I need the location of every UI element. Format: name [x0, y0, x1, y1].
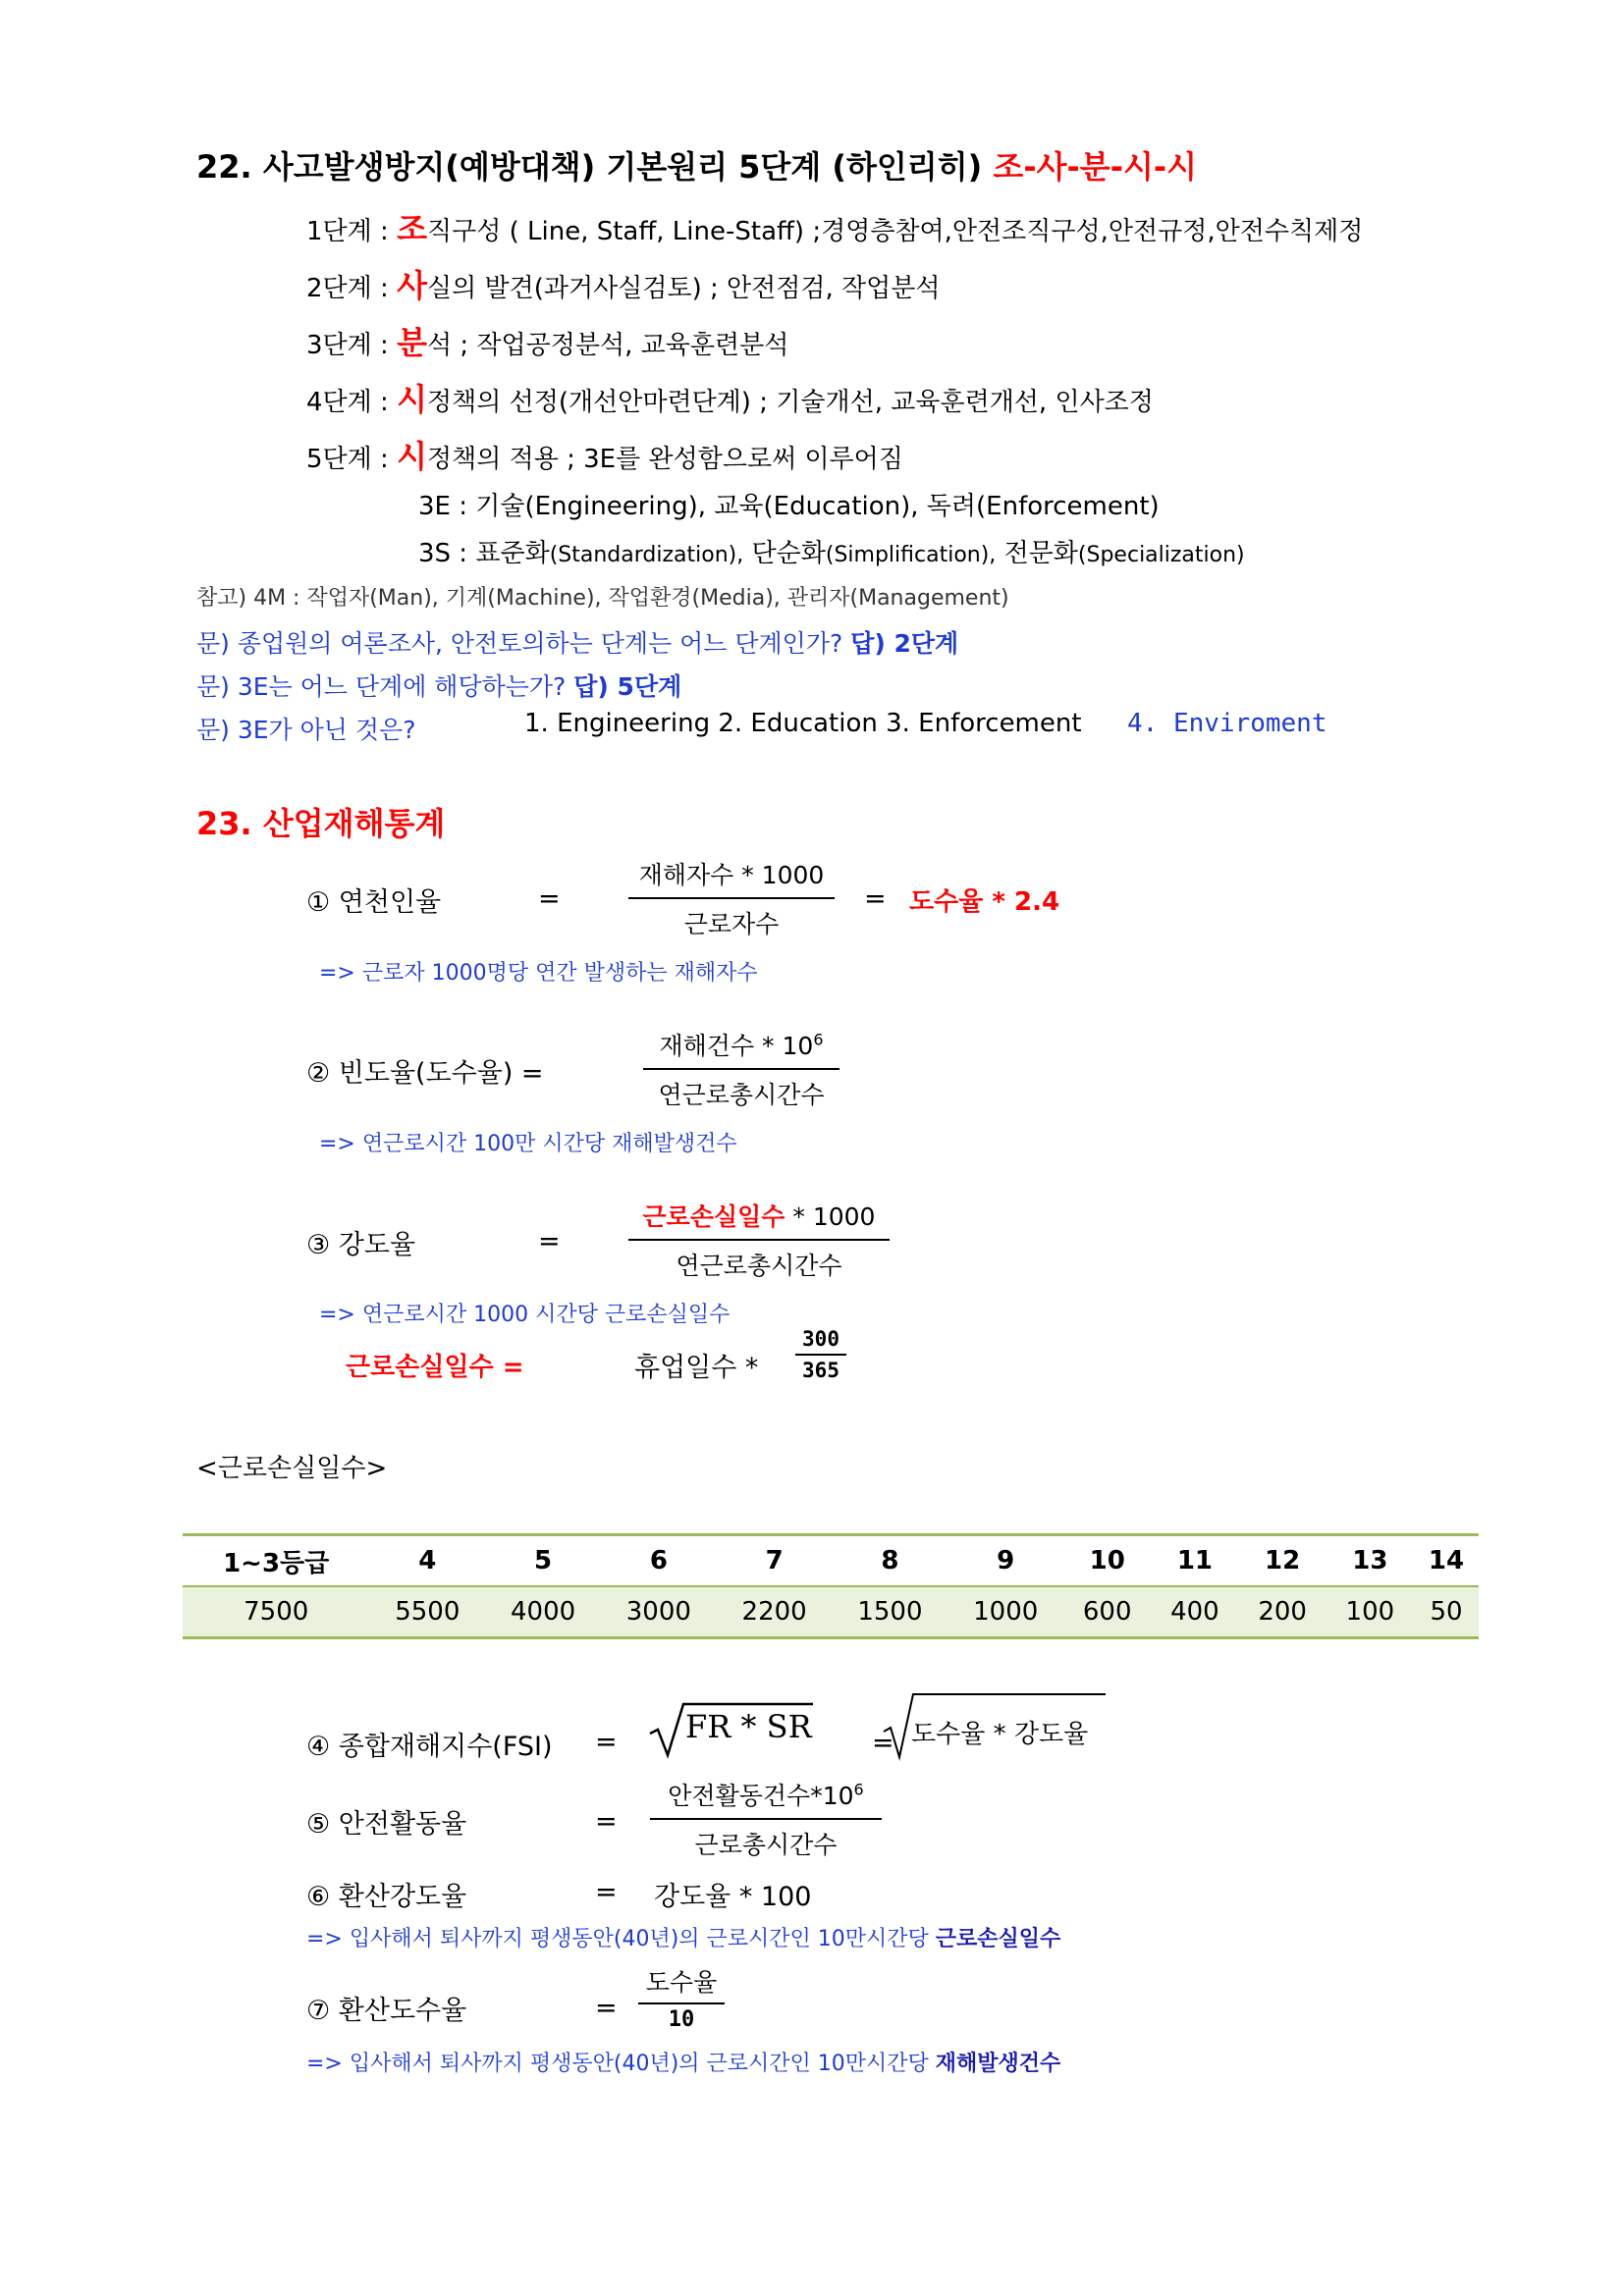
step-3 [306, 318, 788, 363]
f2-numerator [643, 1027, 839, 1068]
f5-fraction [650, 1777, 882, 1861]
f6-label: ⑥ 환산강도율 [306, 1882, 467, 1912]
f2-denominator: 연근로총시간수 [658, 1081, 825, 1109]
step-text: 정책의 적용 ; 3E를 완성함으로써 이루어짐 [427, 445, 903, 474]
question-text: 문) 3E가 아닌 것은? [196, 716, 416, 744]
question-text: 문) 3E는 어느 단계에 해당하는가? [196, 672, 574, 701]
table-header: 1~3등급 [183, 1535, 369, 1587]
f6-eq: = [595, 1877, 618, 1907]
table-header: 14 [1414, 1535, 1479, 1587]
step-label: 4단계 : [306, 388, 398, 417]
step-key: 조 [397, 210, 427, 247]
table-header-row [183, 1535, 1479, 1587]
step-key: 시 [397, 438, 427, 475]
answer-text: 답) 5단계 [573, 672, 682, 701]
section-22-title [196, 142, 1197, 187]
three-s-b-en: (Simplification), [825, 543, 997, 567]
f3-numerator [628, 1198, 890, 1239]
f3-sub-numerator: 300 [802, 1327, 839, 1351]
table-cell: 1500 [833, 1586, 948, 1638]
f3-sub-text: 휴업일수 * [634, 1353, 759, 1383]
step-1 [306, 204, 1363, 249]
f3-numerator-red: 근로손실일수 [642, 1202, 785, 1231]
three-s-prefix: 3S : [418, 539, 476, 568]
three-s-a: 표준화 [475, 539, 550, 568]
step-text: 정책의 선정(개선안마련단계) ; 기술개선, 교육훈련개선, 인사조정 [427, 388, 1154, 417]
f2-numerator-sup: 6 [813, 1030, 824, 1049]
table-header: 4 [369, 1535, 485, 1587]
f5-label: ⑤ 안전활동율 [306, 1809, 467, 1840]
step-label: 3단계 : [306, 331, 398, 360]
f5-numerator-sup: 6 [853, 1780, 864, 1799]
f4-label: ④ 종합재해지수(FSI) [306, 1732, 553, 1762]
three-s-c: 전문화 [1003, 539, 1078, 568]
step-key: 시 [397, 381, 427, 418]
f3-sub-label: 근로손실일수 = [346, 1353, 524, 1382]
f1-note: => 근로자 1000명당 연간 발생하는 재해자수 [319, 961, 758, 986]
table-cell: 50 [1414, 1586, 1479, 1638]
table-cell: 1000 [947, 1586, 1063, 1638]
f7-note [306, 2047, 1060, 2077]
f3-note: => 연근로시간 1000 시간당 근로손실일수 [319, 1303, 731, 1327]
three-s-b: 단순화 [751, 539, 826, 568]
f1-label: ① 연천인율 [306, 887, 442, 918]
f7-note-bold: 재해발생건수 [935, 2052, 1061, 2076]
f1-result: 도수율 * 2.4 [909, 887, 1060, 917]
step-key: 사 [397, 267, 427, 304]
f3-label: ③ 강도율 [306, 1230, 416, 1260]
step-text: 실의 발견(과거사실검토) ; 안전점검, 작업분석 [427, 274, 941, 303]
f3-sub-fraction [795, 1327, 846, 1382]
f2-label: ② 빈도율(도수율) = [306, 1058, 544, 1089]
question-3-answer: 4. Enviroment [1127, 709, 1327, 738]
section-22-mnemonic: 조-사-분-시-시 [993, 148, 1198, 186]
step-text: 석 ; 작업공정분석, 교육훈련분석 [427, 331, 789, 360]
f6-rhs: 강도율 * 100 [654, 1882, 812, 1912]
answer-text: 답) 2단계 [850, 629, 959, 658]
section-22-title-text: 22. 사고발생방지(예방대책) 기본원리 5단계 (하인리히) [196, 148, 994, 186]
table-caption: <근로손실일수> [196, 1454, 388, 1483]
f5-numerator-text: 안전활동건수*10 [668, 1782, 854, 1810]
step-text: 직구성 ( Line, Staff, Line-Staff) ;경영층참여,안전조직구성,안전규정,안전수칙제정 [427, 217, 1364, 246]
f3-sub-denominator: 365 [802, 1359, 839, 1382]
question-3 [196, 711, 415, 746]
f4-eq2: = [872, 1728, 894, 1758]
f3-eq: = [538, 1226, 561, 1256]
four-m-note: 참고) 4M : 작업자(Man), 기계(Machine), 작업환경(Media), 관리자(Management) [196, 586, 1009, 611]
table-header: 6 [601, 1535, 717, 1587]
f5-numerator [650, 1777, 882, 1818]
f1-eq: = [538, 883, 561, 914]
table-cell: 5500 [369, 1586, 485, 1638]
question-text: 문) 종업원의 여론조사, 안전토의하는 단계는 어느 단계인가? [196, 629, 851, 658]
f6-note-bold: 근로손실일수 [935, 1927, 1061, 1951]
f4-eq: = [595, 1727, 618, 1757]
three-s-a-en: (Standardization), [549, 543, 744, 567]
question-2 [196, 667, 681, 703]
step-5 [306, 432, 903, 477]
table-header: 7 [717, 1535, 833, 1587]
table-cell: 600 [1063, 1586, 1151, 1638]
table-header: 10 [1063, 1535, 1151, 1587]
three-e-line: 3E : 기술(Engineering), 교육(Education), 독려(Enforcement) [418, 492, 1160, 521]
f5-eq: = [595, 1806, 618, 1837]
f7-denominator: 10 [668, 2007, 695, 2032]
f2-fraction [643, 1027, 839, 1111]
f1-eq2: = [864, 883, 887, 914]
f6-note [306, 1922, 1060, 1952]
f7-eq: = [595, 1993, 618, 2023]
f1-fraction [628, 856, 835, 940]
f7-numerator: 도수율 [645, 1968, 718, 1997]
section-23-title: 23. 산업재해통계 [196, 805, 446, 842]
table-cell: 3000 [601, 1586, 717, 1638]
table-cell: 400 [1151, 1586, 1238, 1638]
table-header: 9 [947, 1535, 1063, 1587]
three-s-line [418, 533, 1245, 569]
table-cell: 100 [1326, 1586, 1414, 1638]
step-label: 1단계 : [306, 217, 398, 246]
step-4 [306, 375, 1154, 420]
step-key: 분 [397, 324, 427, 361]
f6-note-text: => 입사해서 퇴사까지 평생동안(40년)의 근로시간인 10만시간당 [306, 1927, 936, 1951]
question-3-options: 1. Engineering 2. Education 3. Enforcement [524, 709, 1082, 738]
step-label: 5단계 : [306, 445, 398, 474]
f7-label: ⑦ 환산도수율 [306, 1996, 467, 2026]
f2-note: => 연근로시간 100만 시간당 재해발생건수 [319, 1132, 737, 1156]
table-header: 8 [833, 1535, 948, 1587]
lost-workdays-table [183, 1533, 1479, 1639]
table-cell: 200 [1239, 1586, 1326, 1638]
table-row [183, 1586, 1479, 1638]
f7-fraction [638, 1963, 725, 2032]
question-1 [196, 624, 958, 660]
table-header: 12 [1239, 1535, 1326, 1587]
step-2 [306, 261, 940, 306]
table-header: 5 [485, 1535, 601, 1587]
table-cell: 7500 [183, 1586, 369, 1638]
f4-root1: FR * SR [685, 1708, 812, 1745]
table-cell: 4000 [485, 1586, 601, 1638]
f3-fraction [628, 1198, 890, 1282]
f4-root2: 도수율 * 강도율 [911, 1720, 1089, 1749]
table-cell: 2200 [717, 1586, 833, 1638]
table-header: 11 [1151, 1535, 1238, 1587]
f7-note-text: => 입사해서 퇴사까지 평생동안(40년)의 근로시간인 10만시간당 [306, 2052, 936, 2076]
f5-denominator: 근로총시간수 [694, 1831, 838, 1859]
f3-numerator-rest: * 1000 [785, 1202, 876, 1231]
f3-denominator: 연근로총시간수 [676, 1252, 842, 1280]
f2-numerator-text: 재해건수 * 10 [659, 1032, 814, 1060]
three-s-c-en: (Specialization) [1077, 543, 1245, 567]
step-label: 2단계 : [306, 274, 398, 303]
f1-numerator: 재해자수 * 1000 [638, 861, 825, 889]
table-header: 13 [1326, 1535, 1414, 1587]
f1-denominator: 근로자수 [683, 910, 780, 938]
